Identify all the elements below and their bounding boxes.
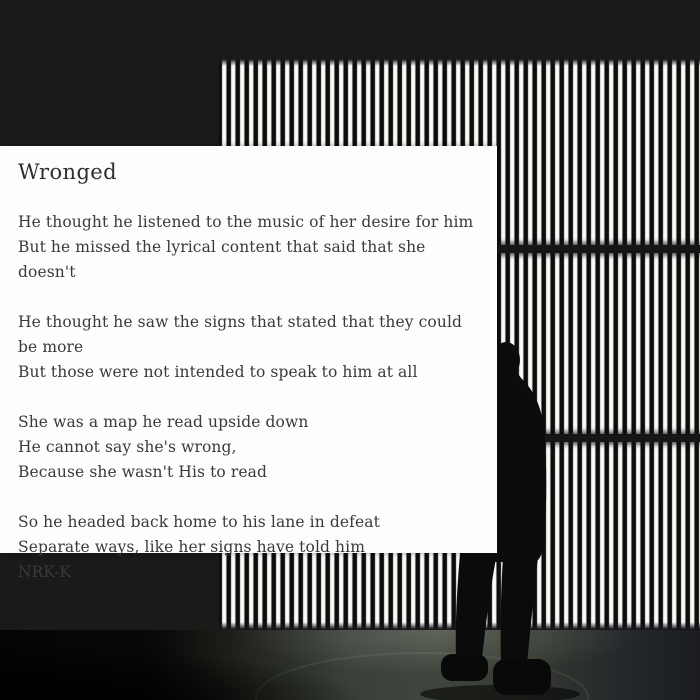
poem-stanza-4 [18,510,479,585]
poem-stanza-2 [18,310,479,385]
poem-card [0,146,497,581]
poem-stanza-3 [18,410,479,485]
poem-line: He thought he saw the signs that stated that they could be more [18,313,463,356]
poem-stanza-1 [18,210,479,285]
poem-line: But those were not intended to speak to him at all [18,363,418,381]
person-body [492,369,546,562]
poem-line: He thought he listened to the music of her desire for him [18,213,474,231]
poem-line: Separate ways, like her signs have told him [18,538,365,556]
poem-title: Wronged [18,160,117,184]
person-left-shoe [441,654,488,681]
poem-signature: NRK-K [18,563,72,581]
poem-line: He cannot say she's wrong, [18,438,237,456]
poem-line: She was a map he read upside down [18,413,309,431]
poem-line: Because she wasn't His to read [18,463,268,481]
poem-line: But he missed the lyrical content that said that she doesn't [18,238,426,281]
person-right-shoe [493,659,551,695]
poem-line: So he headed back home to his lane in defeat [18,513,380,531]
person-right-leg [501,556,538,664]
